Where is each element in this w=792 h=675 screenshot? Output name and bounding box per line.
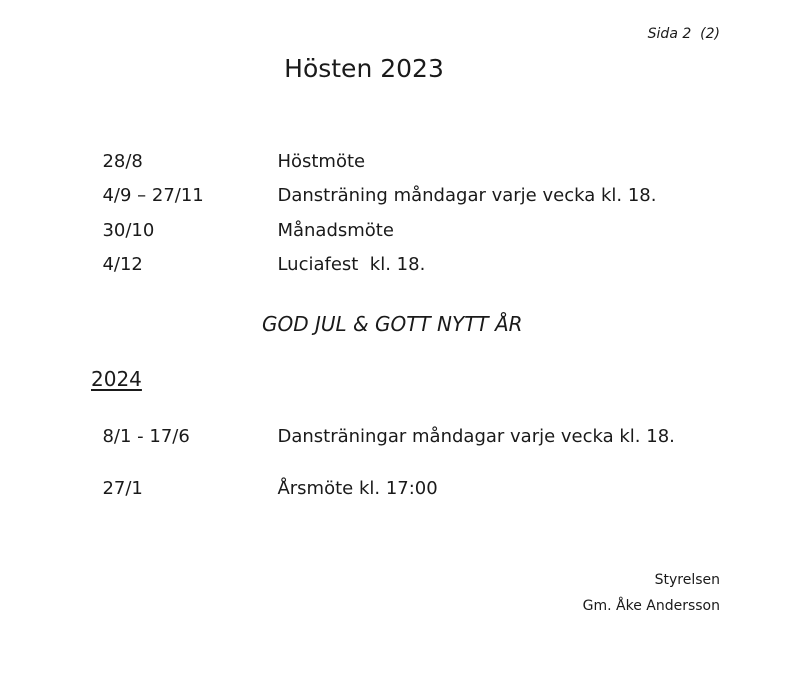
year-heading: 2024 xyxy=(91,367,142,391)
event-date: 8/1 - 17/6 xyxy=(102,426,190,447)
event-description: Dansträningar måndagar varje vecka kl. 18. xyxy=(277,426,675,447)
event-date: 27/1 xyxy=(102,478,143,499)
event-date: 4/12 xyxy=(102,254,143,275)
schedule-row xyxy=(91,233,425,275)
event-description: Årsmöte kl. 17:00 xyxy=(277,478,438,499)
event-description: Dansträning måndagar varje vecka kl. 18. xyxy=(277,185,657,206)
page-title: Hösten 2023 xyxy=(284,54,444,83)
event-date: 30/10 xyxy=(102,220,155,241)
schedule-row xyxy=(91,405,675,447)
event-description: Höstmöte xyxy=(277,151,366,172)
event-description: Månadsmöte xyxy=(277,220,394,241)
event-date: 4/9 – 27/11 xyxy=(102,185,204,206)
page-number: Sida 2 (2) xyxy=(647,26,720,42)
event-description: Luciafest kl. 18. xyxy=(277,254,426,275)
holiday-greeting: GOD JUL & GOTT NYTT ÅR xyxy=(262,312,523,336)
signature-board: Styrelsen xyxy=(654,572,720,588)
schedule-row xyxy=(91,457,438,499)
signature-name: Gm. Åke Andersson xyxy=(582,598,720,614)
event-date: 28/8 xyxy=(102,151,143,172)
